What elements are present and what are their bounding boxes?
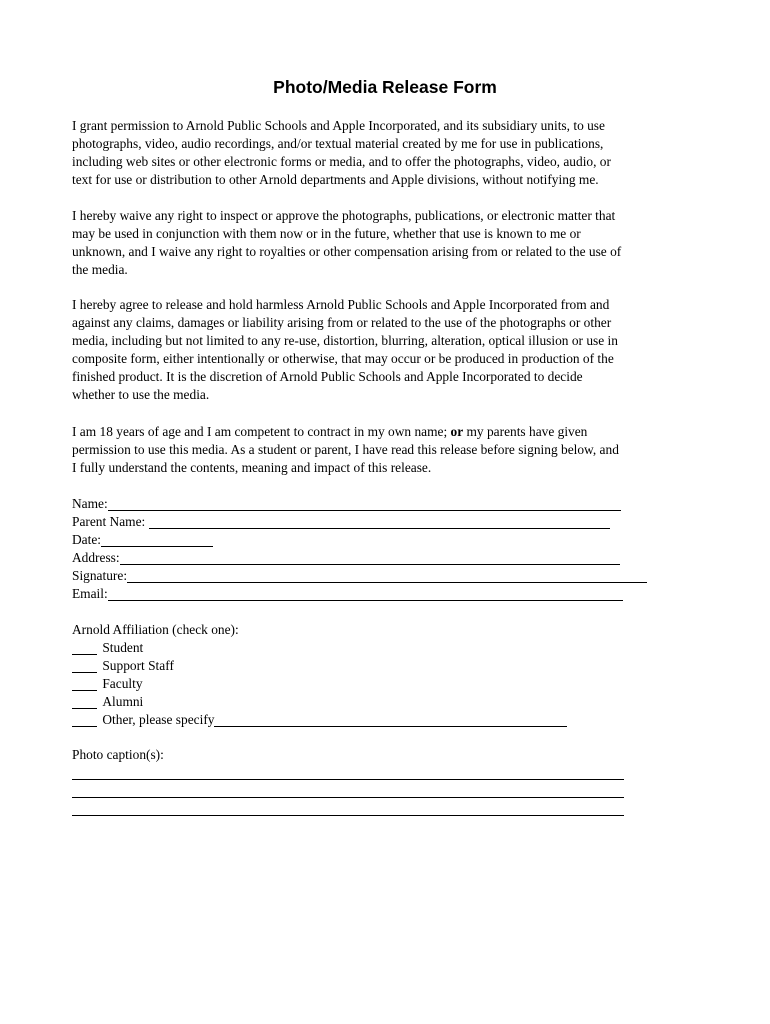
text-line: permission to use this media. As a student or parent, I have read this release before signing below, and	[72, 442, 619, 457]
affiliation-section	[72, 621, 567, 729]
address-row	[72, 549, 647, 567]
date-label: Date:	[72, 532, 101, 547]
caption-line[interactable]	[72, 764, 164, 782]
text-line	[72, 423, 619, 441]
text-line: text for use or distribution to other Arnold departments and Apple divisions, without notifying me.	[72, 172, 599, 187]
affiliation-heading: Arnold Affiliation (check one):	[72, 622, 239, 637]
email-label: Email:	[72, 586, 108, 601]
signature-label: Signature:	[72, 568, 128, 583]
name-field[interactable]	[108, 497, 621, 511]
name-label: Name:	[72, 496, 108, 511]
text-line: I hereby waive any right to inspect or approve the photographs, publications, or electronic matter that	[72, 208, 616, 223]
other-specify-field[interactable]	[214, 713, 567, 727]
checkbox-blank[interactable]	[72, 713, 97, 727]
text-line: unknown, and I waive any right to royalties or other compensation arising from or related to the use of	[72, 244, 622, 259]
text-line: may be used in conjunction with them now or in the future, whether that use is known to me or	[72, 226, 581, 241]
text-line: I fully understand the contents, meaning and impact of this release.	[72, 460, 432, 475]
address-label: Address:	[72, 550, 120, 565]
option-label: Alumni	[102, 694, 144, 709]
option-label: Student	[102, 640, 144, 655]
text-line: the media.	[72, 262, 128, 277]
waiver-paragraph	[72, 207, 621, 279]
signature-fields	[72, 495, 647, 603]
text-line: composite form, either intentionally or otherwise, that may occur or be produced in production of the	[72, 351, 614, 366]
option-label: Other, please specify	[102, 712, 215, 727]
parent-name-field[interactable]	[149, 515, 610, 529]
text-line: finished product. It is the discretion of Arnold Public Schools and Apple Incorporated to decide	[72, 369, 583, 384]
caption-field[interactable]	[72, 784, 624, 798]
page-title: Photo/Media Release Form	[273, 77, 497, 97]
caption-line[interactable]	[72, 782, 164, 800]
bold-or: or	[450, 424, 464, 439]
caption-field[interactable]	[72, 802, 624, 816]
captions-heading: Photo caption(s):	[72, 747, 164, 762]
text-line: I grant permission to Arnold Public Schools and Apple Incorporated, and its subsidiary units, to use	[72, 118, 605, 133]
signature-row	[72, 567, 647, 585]
affiliation-option-faculty[interactable]	[72, 675, 567, 693]
checkbox-blank[interactable]	[72, 695, 97, 709]
release-paragraph	[72, 296, 618, 404]
text-line: whether to use the media.	[72, 387, 210, 402]
text-line: media, including but not limited to any re-use, distortion, blurring, alteration, optical illusion or use in	[72, 333, 618, 348]
address-field[interactable]	[120, 551, 620, 565]
text-line: I hereby agree to release and hold harmless Arnold Public Schools and Apple Incorporated from and	[72, 297, 610, 312]
date-field[interactable]	[101, 533, 213, 547]
checkbox-blank[interactable]	[72, 677, 97, 691]
signature-field[interactable]	[127, 569, 647, 583]
affiliation-option-other[interactable]	[72, 711, 567, 729]
checkbox-blank[interactable]	[72, 641, 97, 655]
permission-paragraph	[72, 117, 611, 189]
text-line: photographs, video, audio recordings, and/or textual material created by me for use in publications,	[72, 136, 604, 151]
parent-name-row	[72, 513, 647, 531]
checkbox-blank[interactable]	[72, 659, 97, 673]
parent-name-label: Parent Name:	[72, 514, 149, 529]
email-row	[72, 585, 647, 603]
affiliation-option-support-staff[interactable]	[72, 657, 567, 675]
option-label: Support Staff	[102, 658, 174, 673]
date-row	[72, 531, 647, 549]
text-line: including web sites or other electronic forms or media, and to offer the photographs, video, audio, or	[72, 154, 611, 169]
text-segment: I am 18 years of age and I am competent to contract in my own name;	[72, 424, 451, 439]
name-row	[72, 495, 647, 513]
affiliation-option-alumni[interactable]	[72, 693, 567, 711]
caption-line[interactable]	[72, 800, 164, 818]
option-label: Faculty	[102, 676, 143, 691]
caption-field[interactable]	[72, 766, 624, 780]
text-segment: my parents have given	[463, 424, 588, 439]
affiliation-option-student[interactable]	[72, 639, 567, 657]
email-field[interactable]	[108, 587, 623, 601]
photo-captions-section	[72, 746, 164, 818]
consent-paragraph	[72, 423, 619, 477]
text-line: against any claims, damages or liability arising from or related to the use of the photographs or other	[72, 315, 612, 330]
